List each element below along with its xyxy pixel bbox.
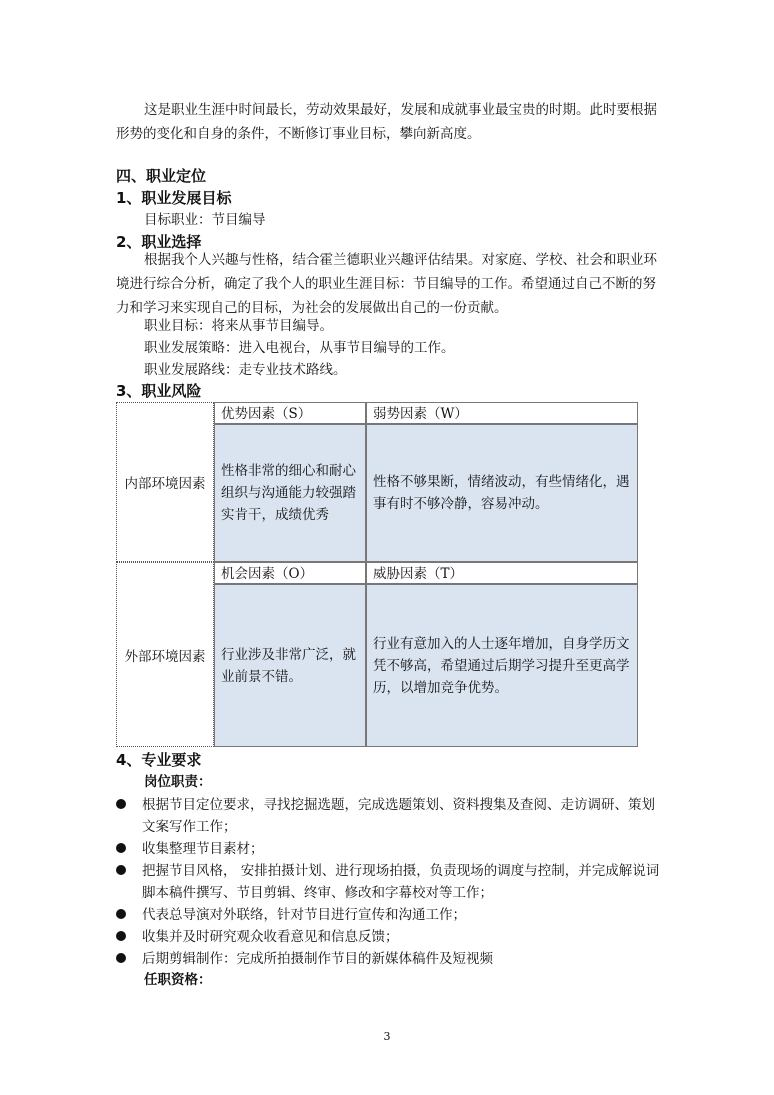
- list-item: [116, 794, 661, 838]
- weaknesses-body: 性格不够果断，情绪波动，有些情绪化，遇事有时不够冷静，容易冲动。: [366, 424, 638, 562]
- list-item: [116, 948, 661, 970]
- bullet-icon: [116, 953, 126, 963]
- bullet-icon: [116, 931, 126, 941]
- bullet-icon: [116, 909, 126, 919]
- weaknesses-header: 弱势因素（W）: [366, 402, 638, 424]
- subsection-2-title: 2、职业选择: [116, 233, 202, 251]
- intro-paragraph: 这是职业生涯中时间最长，劳动效果最好，发展和成就事业最宝贵的时期。此时要根据形势的变化和自身的条件，不断修订事业目标，攀向新高度。: [116, 102, 657, 142]
- bullet-icon: [116, 843, 126, 853]
- list-item-text: 后期剪辑制作：完成所拍摄制作节目的新媒体稿件及短视频: [142, 951, 493, 967]
- list-item: [116, 860, 661, 904]
- threats-body: 行业有意加入的人士逐年增加，自身学历文凭不够高，希望通过后期学习提升至更高学历，以增加竞争优势。: [366, 584, 638, 747]
- list-item-text: 代表总导演对外联络，针对节目进行宣传和沟通工作；: [142, 907, 466, 923]
- section-title: 四、职业定位: [116, 167, 207, 185]
- career-goal-line: 职业目标：将来从事节目编导。: [144, 318, 333, 334]
- internal-label: 内部环境因素: [116, 402, 214, 562]
- swot-table: [116, 402, 638, 747]
- career-path-line: 职业发展路线：走专业技术路线。: [144, 362, 347, 378]
- list-item: [116, 926, 661, 948]
- list-item-text: 收集整理节目素材；: [142, 841, 264, 857]
- bullet-icon: [116, 865, 126, 875]
- list-item: [116, 904, 661, 926]
- opportunities-header: 机会因素（O）: [214, 562, 366, 584]
- list-item-text: 根据节目定位要求，寻找挖掘选题，完成选题策划、资料搜集及查阅、走访调研、策划文案写作工作；: [142, 797, 655, 835]
- strengths-header: 优势因素（S）: [214, 402, 366, 424]
- opportunities-body: 行业涉及非常广泛，就业前景不错。: [214, 584, 366, 747]
- threats-header: 威胁因素（T）: [366, 562, 638, 584]
- page-number: 3: [383, 1030, 391, 1043]
- subsection-3-title: 3、职业风险: [116, 382, 202, 400]
- subsection-1-title: 1、职业发展目标: [116, 189, 232, 207]
- external-label: 外部环境因素: [116, 562, 214, 747]
- career-strategy-line: 职业发展策略：进入电视台，从事节目编导的工作。: [144, 340, 455, 356]
- list-item-text: 收集并及时研究观众收看意见和信息反馈；: [142, 929, 399, 945]
- list-item: [116, 838, 661, 860]
- target-career-line: 目标职业：节目编导: [144, 212, 266, 228]
- career-choice-paragraph: 根据我个人兴趣与性格，结合霍兰德职业兴趣评估结果。对家庭、学校、社会和职业环境进行综合分析，确定了我个人的职业生涯目标：节目编导的工作。希望通过自己不断的努力和学习来实现自己的目标，为社会的发展做出自己的一份贡献。: [116, 252, 657, 316]
- subsection-4-title: 4、专业要求: [116, 751, 202, 769]
- bullet-icon: [116, 799, 126, 809]
- duties-title: 岗位职责：: [144, 774, 212, 790]
- qualifications-title: 任职资格：: [144, 972, 212, 988]
- strengths-body: 性格非常的细心和耐心组织与沟通能力较强踏实肯干，成绩优秀: [214, 424, 366, 562]
- list-item-text: 把握节目风格， 安排拍摄计划、进行现场拍摄，负责现场的调度与控制，并完成解说词脚本稿件撰写、节目剪辑、终审、修改和字幕校对等工作；: [142, 863, 660, 901]
